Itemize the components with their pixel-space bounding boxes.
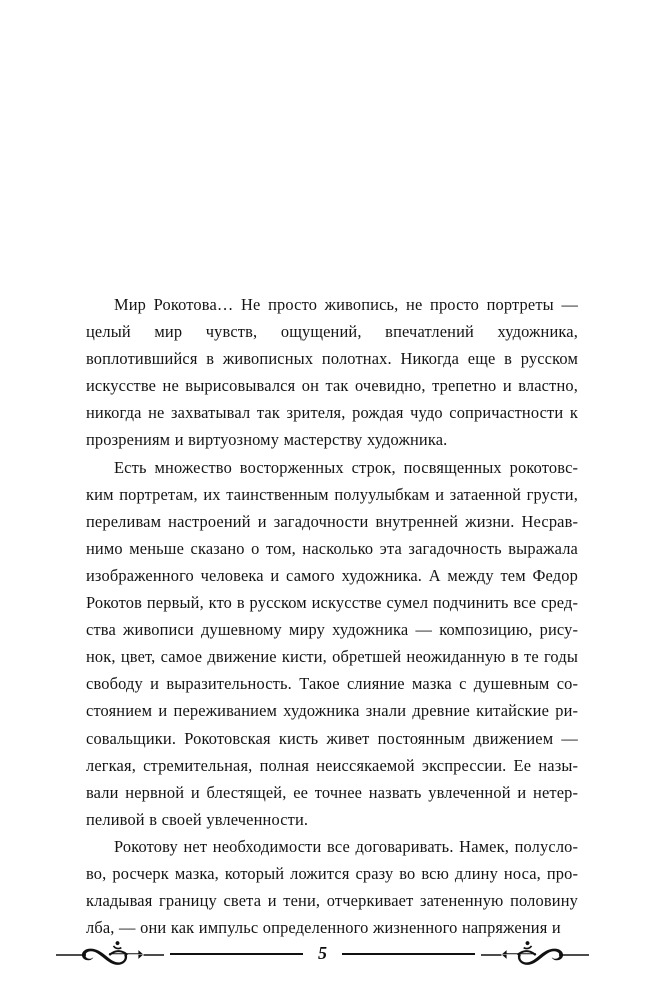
paragraph: Рокотову нет необходимости все договаривать. Намек, полуслово, росчерк мазка, который ложится сразу во всю длину носа, прокладывая границу света и тени, отчеркивает затененную половину лба, — они как импульс определенного жизненного напряжения и (86, 836, 578, 938)
rule-line-left (170, 953, 303, 955)
flourish-ornament-right-icon (481, 937, 589, 971)
flourish-ornament-left-icon (56, 937, 164, 971)
rule-line-right (342, 953, 475, 955)
page-number: 5 (318, 943, 327, 963)
body-text-block (86, 291, 578, 941)
paragraph: Есть множество восторженных строк, посвященных рокотовским портретам, их таинственным полуулыбкам и затаенной грусти, переливам настроений и загадочности внутренней жизни. Несравнимо меньше сказано о том, насколько эта загадочность выражала изображенного человека и самого художника. А между тем Федор Рокотов первый, кто в русском искусстве сумел подчинить все средства живописи душевному миру художника — композицию, рисунок, цвет, самое движение кисти, обретшей неожиданную в те годы свободу и выразительность. Такое слияние мазка с душевным состоянием и переживанием художника знали древние китайские рисовальщики. Рокотовская кисть живет постоянным движением — легкая, стремительная, полная неиссякаемой экспрессии. Ее называли нервной и блестящей, ее точнее назвать увлеченной и нетерпеливой в своей увлеченности. (86, 457, 578, 829)
page-footer (0, 931, 645, 977)
paragraph: Мир Рокотова… Не просто живопись, не просто портреты — целый мир чувств, ощущений, впечатлений художника, воплотившийся в живописных полотнах. Никогда еще в русском искусстве не вырисовывался он так очевидно, трепетно и властно, никогда не захватывал так зрителя, рождая чудо сопричастности к прозрениям и виртуозному мастерству художника. (86, 295, 578, 450)
footer-rule (56, 933, 589, 975)
